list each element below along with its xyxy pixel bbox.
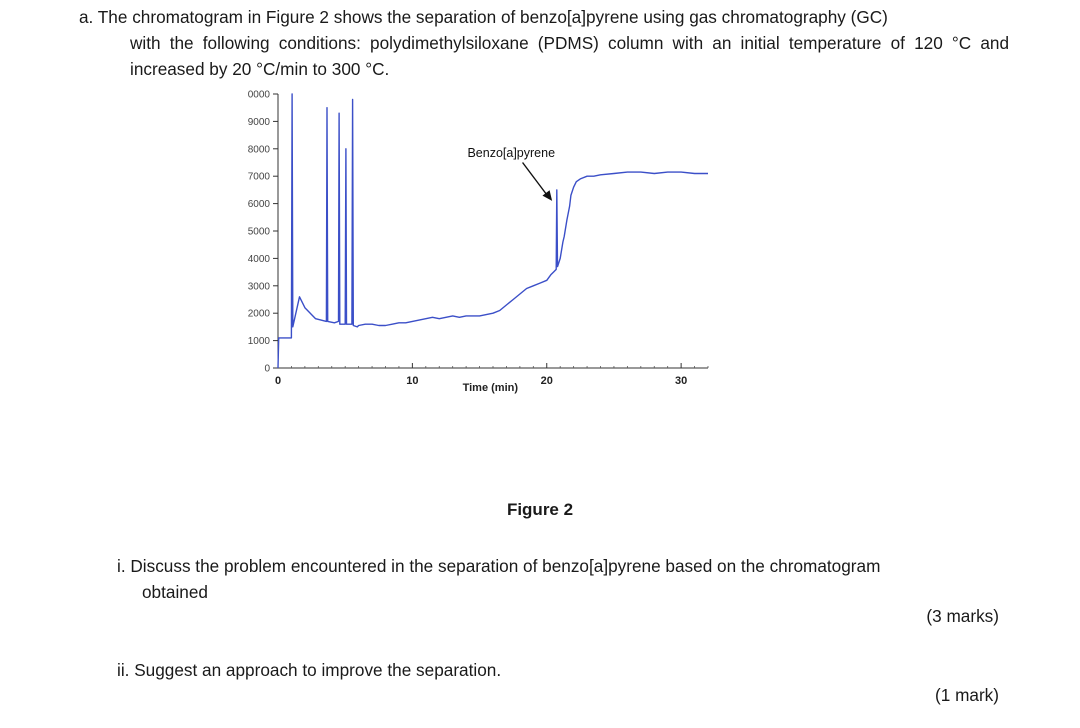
chromatogram-series-line: [278, 94, 708, 368]
y-tick-label: 2000: [247, 308, 270, 320]
y-axis: [248, 90, 278, 375]
y-tick-label: 8000: [247, 144, 270, 156]
x-axis-label: Time (min): [462, 382, 519, 394]
sub-question-i: [117, 553, 999, 605]
y-tick-label: 3000: [247, 281, 270, 293]
y-tick-label: 9000: [247, 116, 270, 128]
sub-question-i-rest: obtained: [142, 582, 208, 602]
x-tick-label: 0: [274, 375, 282, 387]
x-tick-label: 20: [540, 375, 553, 387]
sub-question-i-line1: i. Discuss the problem encountered in the separation of benzo[a]pyrene based on the chromatogram: [117, 556, 881, 576]
question-part-a-line1: a. The chromatogram in Figure 2 shows the separation of benzo[a]pyrene using gas chromatography (GC): [79, 7, 888, 27]
x-tick-label: 30: [675, 375, 688, 387]
chromatogram-chart: [200, 84, 720, 414]
figure-caption: Figure 2: [506, 500, 574, 519]
y-tick-label: 7000: [247, 171, 270, 183]
y-tick-label: 6000: [247, 199, 270, 211]
question-part-a: [79, 4, 1009, 82]
sub-question-ii: [117, 657, 999, 683]
y-tick-label: 4000: [247, 253, 270, 265]
annotation-arrow-line: [523, 163, 550, 198]
question-part-a-rest: with the following conditions: polydimethylsiloxane (PDMS) column with an initial temperature of 120 °C and increased by 20 °C/min to 300 °C.: [130, 33, 1009, 79]
y-tick-label: 1000: [247, 336, 270, 348]
sub-question-ii-line1: ii. Suggest an approach to improve the separation.: [117, 660, 502, 680]
sub-question-i-marks: (3 marks): [926, 606, 999, 626]
y-tick-label: 0: [264, 363, 270, 375]
y-tick-label: 5000: [247, 226, 270, 238]
x-tick-label: 10: [406, 375, 419, 387]
y-tick-label: 0000: [247, 89, 270, 101]
benzo-a-pyrene-annotation: Benzo[a]pyrene: [467, 146, 556, 161]
sub-question-ii-marks: (1 mark): [935, 685, 999, 705]
